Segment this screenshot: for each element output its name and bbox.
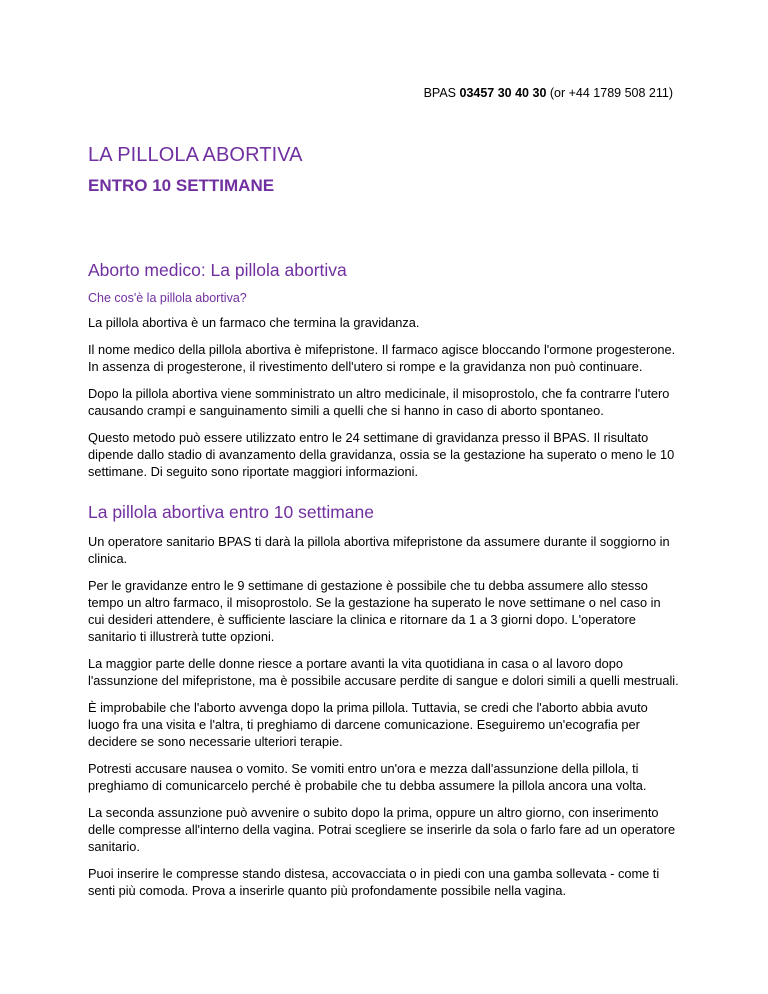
- paragraph: Il nome medico della pillola abortiva è mifepristone. Il farmaco agisce bloccando l'ormone progesterone. In assenza di progesterone, il rivestimento dell'utero si rompe e la gravidanza non può continuare.: [88, 342, 676, 374]
- paragraph: Potresti accusare nausea o vomito. Se vomiti entro un'ora e mezza dall'assunzione della pillola, ti preghiamo di comunicarcelo perché è probabile che tu debba assumere la pillola ancora una volta.: [88, 761, 647, 793]
- section-medical-abortion: [88, 260, 680, 480]
- paragraph: Dopo la pillola abortiva viene somministrato un altro medicinale, il misoprostolo, che fa contrarre l'utero causando crampi e sanguinamento simili a quelli che si hanno in caso di aborto spontaneo.: [88, 386, 670, 418]
- document-body: [88, 260, 680, 909]
- contact-line: [424, 86, 673, 100]
- paragraph: Puoi inserire le compresse stando distesa, accovacciata o in piedi con una gamba sollevata - come ti senti più comoda. Prova a inserirle quanto più profondamente possibile nella vagina.: [88, 866, 660, 898]
- document-title: LA PILLOLA ABORTIVA: [88, 144, 303, 166]
- contact-prefix: BPAS: [423, 86, 460, 100]
- document-subtitle: ENTRO 10 SETTIMANE: [88, 176, 275, 195]
- section-subheading: Che cos'è la pillola abortiva?: [88, 291, 247, 305]
- paragraph: Un operatore sanitario BPAS ti darà la pillola abortiva mifepristone da assumere durante il soggiorno in clinica.: [88, 534, 670, 566]
- contact-alt-number: (or +44 1789 508 211): [546, 86, 673, 100]
- paragraph: Questo metodo può essere utilizzato entro le 24 settimane di gravidanza presso il BPAS. Il risultato dipende dallo stadio di avanzamento della gravidanza, ossia se la gestazione ha superato o meno le 10 settimane. Di seguito sono riportate maggiori informazioni.: [88, 430, 675, 479]
- paragraph: È improbabile che l'aborto avvenga dopo la prima pillola. Tuttavia, se credi che l'aborto abbia avuto luogo fra una visita e l'altra, ti preghiamo di darcene comunicazione. Eseguiremo un'ecografia per decidere se sono necessarie ulteriori terapie.: [88, 700, 648, 749]
- section-within-10-weeks: [88, 502, 680, 899]
- paragraph: La seconda assunzione può avvenire o subito dopo la prima, oppure un altro giorno, con inserimento delle compresse all'interno della vagina. Potrai scegliere se inserirle da sola o farlo fare ad un operatore sanitario.: [88, 805, 676, 854]
- section-heading: Aborto medico: La pillola abortiva: [88, 260, 347, 280]
- contact-phone-number: 03457 30 40 30: [459, 86, 547, 100]
- paragraph: La pillola abortiva è un farmaco che termina la gravidanza.: [88, 315, 420, 330]
- section-heading: La pillola abortiva entro 10 settimane: [88, 502, 375, 522]
- paragraph: Per le gravidanze entro le 9 settimane di gestazione è possibile che tu debba assumere allo stesso tempo un altro farmaco, il misoprostolo. Se la gestazione ha superato le nove settimane o nel caso in cui desideri attendere, è sufficiente lasciare la clinica e ritornare da 1 a 3 giorni dopo. L'operatore sanitario ti illustrerà tutte opzioni.: [88, 578, 661, 644]
- paragraph: La maggior parte delle donne riesce a portare avanti la vita quotidiana in casa o al lavoro dopo l'assunzione del mifepristone, ma è possibile accusare perdite di sangue e dolori simili a quelli mestruali.: [88, 656, 679, 688]
